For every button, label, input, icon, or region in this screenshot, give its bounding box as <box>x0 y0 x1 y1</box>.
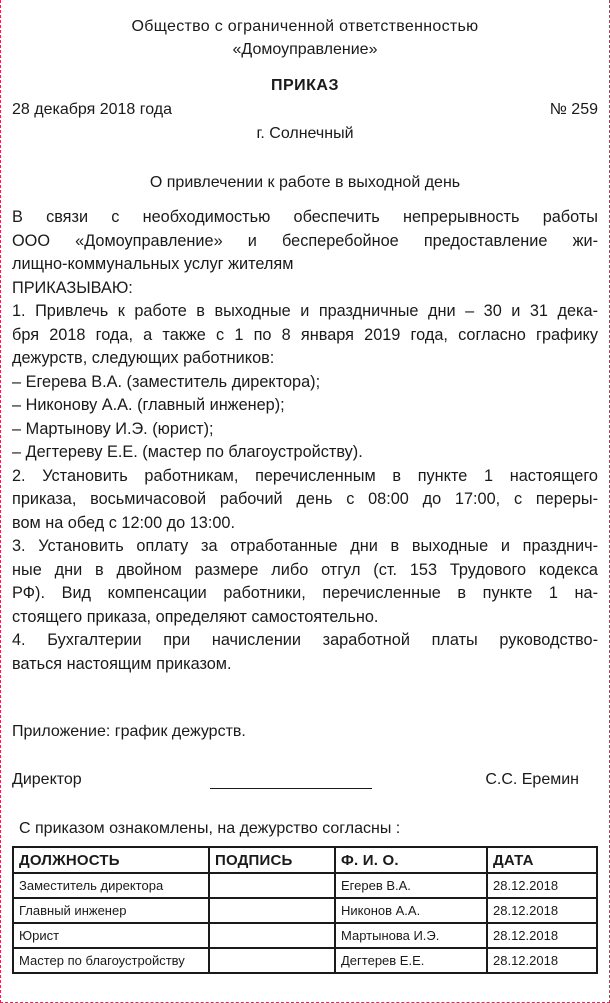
signature-line <box>210 788 372 789</box>
body-line: 4. Бухгалтерии при начислении заработной платы руководство- <box>12 631 598 649</box>
body-line: бря 2018 года, а также с 1 по 8 января 2019 года, согласно графику <box>12 325 598 344</box>
body-line: ваться настоящим приказом. <box>12 654 232 673</box>
body-line: – Дегтереву Е.Е. (мастер по благоустройству). <box>12 443 363 461</box>
cell-position: Главный инженер <box>13 898 209 923</box>
order-date: 28 декабря 2018 года <box>12 101 173 118</box>
cell-full-name: Никонов А.А. <box>335 898 487 923</box>
table-row <box>13 898 597 923</box>
column-header-signature: ПОДПИСЬ <box>209 847 335 873</box>
cell-date: 28.12.2018 <box>487 923 597 948</box>
left-dashed-border <box>0 0 1 1003</box>
order-body <box>12 206 598 676</box>
body-line: – Мартынову И.Э. (юрист); <box>12 419 214 438</box>
cell-full-name: Егерев В.А. <box>335 873 487 898</box>
body-line: 2. Установить работникам, перечисленным в пункте 1 настоящего <box>12 466 598 485</box>
cell-date: 28.12.2018 <box>487 948 597 973</box>
document-title: ПРИКАЗ <box>270 77 339 94</box>
table-row <box>13 948 597 973</box>
order-subject: О привлечении к работе в выходной день <box>149 174 461 191</box>
body-line: стоящего приказа, определяют самостоятельно. <box>12 607 379 626</box>
cell-position: Мастер по благоустройству <box>13 948 209 973</box>
acknowledgement-intro: С приказом ознакомлены, на дежурство согласны : <box>19 820 401 837</box>
body-line: 3. Установить оплату за отработанные дни в выходные и празднич- <box>12 537 598 555</box>
cell-full-name: Дегтерев Е.Е. <box>335 948 487 973</box>
acknowledgement-table <box>12 846 598 974</box>
body-line: – Никонову А.А. (главный инженер); <box>12 396 285 414</box>
cell-signature <box>209 923 335 948</box>
cell-position: Заместитель директора <box>13 873 209 898</box>
body-line: 1. Привлечь к работе в выходные и праздничные дни – 30 и 31 дека- <box>12 302 598 320</box>
cell-date: 28.12.2018 <box>487 873 597 898</box>
order-city: г. Солнечный <box>256 125 354 142</box>
body-line: В связи с необходимостью обеспечить непрерывность работы <box>12 208 598 226</box>
signer-role: Директор <box>12 771 82 788</box>
body-line: приказа, восьмичасовой рабочий день с 08:00 до 17:00, с переры- <box>12 490 598 508</box>
cell-signature <box>209 898 335 923</box>
column-header-date: ДАТА <box>487 847 597 873</box>
order-number: № 259 <box>549 101 598 118</box>
column-header-full-name: Ф. И. О. <box>335 847 487 873</box>
table-row <box>13 923 597 948</box>
org-name-line1: Общество с ограниченной ответственностью <box>131 18 479 35</box>
org-name-line2: «Домоуправление» <box>232 41 378 58</box>
cell-signature <box>209 948 335 973</box>
cell-date: 28.12.2018 <box>487 898 597 923</box>
table-header-row <box>13 847 597 873</box>
body-line: – Егерева В.А. (заместитель директора); <box>12 372 321 391</box>
cell-signature <box>209 873 335 898</box>
body-line: лищно-коммунальных услуг жителям <box>12 255 294 273</box>
attachment-note: Приложение: график дежурств. <box>12 723 246 740</box>
body-line: дежурств, следующих работников: <box>12 349 275 367</box>
cell-full-name: Мартынова И.Э. <box>335 923 487 948</box>
body-line: ПРИКАЗЫВАЮ: <box>12 278 133 297</box>
table-row <box>13 873 597 898</box>
body-line: вом на обед с 12:00 до 13:00. <box>12 513 236 532</box>
column-header-position: ДОЛЖНОСТЬ <box>13 847 209 873</box>
body-line: ные дни в двойном размере либо отгул (ст. 153 Трудового кодекса <box>12 560 598 579</box>
body-line: ООО «Домоуправление» и бесперебойное предоставление жи- <box>12 231 598 250</box>
signer-name: С.С. Еремин <box>485 771 579 788</box>
cell-position: Юрист <box>13 923 209 948</box>
body-line: РФ). Вид компенсации работники, перечисленные в пункте 1 на- <box>12 584 598 602</box>
